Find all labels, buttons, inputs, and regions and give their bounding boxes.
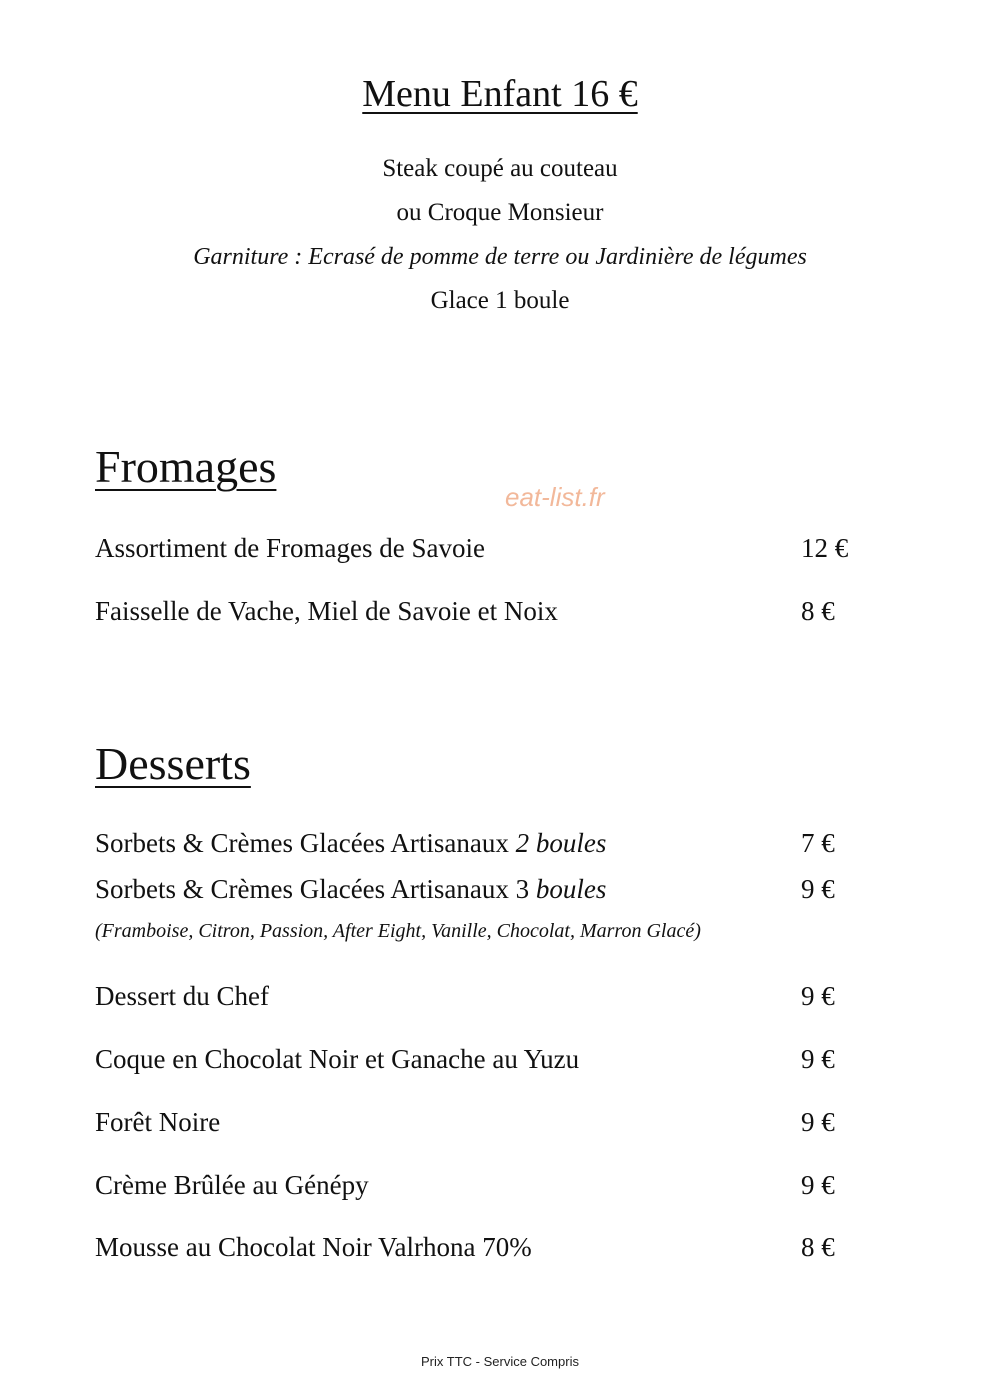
- dessert-item-price: 9 €: [801, 1107, 835, 1137]
- dessert-item-label: Sorbets & Crèmes Glacées Artisanaux: [95, 828, 509, 858]
- fromage-item-name: Faisselle de Vache, Miel de Savoie et Noix: [95, 596, 558, 626]
- dessert-item-price: 9 €: [801, 1170, 835, 1200]
- dessert-item-name: Coque en Chocolat Noir et Ganache au Yuzu: [95, 1044, 580, 1074]
- dessert-item-name: Mousse au Chocolat Noir Valrhona 70%: [95, 1232, 532, 1262]
- dessert-item-name: [95, 874, 606, 905]
- dessert-item-price: 9 €: [801, 981, 835, 1011]
- dessert-item-name: [95, 828, 606, 859]
- kids-menu-line-1: Steak coupé au couteau: [382, 155, 618, 182]
- dessert-item-price: 7 €: [801, 828, 835, 858]
- fromages-section-title: Fromages: [95, 441, 277, 492]
- fromage-item-price: 12 €: [801, 533, 849, 563]
- kids-menu-line-2: ou Croque Monsieur: [396, 199, 604, 226]
- dessert-item-name: Dessert du Chef: [95, 981, 269, 1011]
- kids-menu-garnish: Garniture : Ecrasé de pomme de terre ou Jardinière de légumes: [193, 244, 807, 270]
- dessert-item-suffix: 2 boules: [515, 828, 607, 858]
- dessert-item-price: 9 €: [801, 1044, 835, 1074]
- kids-menu-dessert: Glace 1 boule: [430, 287, 570, 314]
- fromage-item-price: 8 €: [801, 596, 835, 626]
- dessert-item-price: 9 €: [801, 874, 835, 904]
- dessert-item-suffix: boules: [535, 874, 607, 904]
- dessert-item-name: Forêt Noire: [95, 1107, 221, 1137]
- dessert-item-name: Crème Brûlée au Génépy: [95, 1170, 369, 1200]
- watermark: eat-list.fr: [505, 482, 605, 512]
- desserts-section-title: Desserts: [95, 738, 251, 789]
- footer-note: Prix TTC - Service Compris: [421, 1354, 579, 1369]
- kids-menu-title: Menu Enfant 16 €: [362, 73, 638, 115]
- dessert-item-label: Sorbets & Crèmes Glacées Artisanaux 3: [95, 874, 530, 904]
- fromage-item-name: Assortiment de Fromages de Savoie: [95, 533, 485, 563]
- sorbet-flavors: (Framboise, Citron, Passion, After Eight, Vanille, Chocolat, Marron Glacé): [95, 920, 701, 942]
- dessert-item-price: 8 €: [801, 1232, 835, 1262]
